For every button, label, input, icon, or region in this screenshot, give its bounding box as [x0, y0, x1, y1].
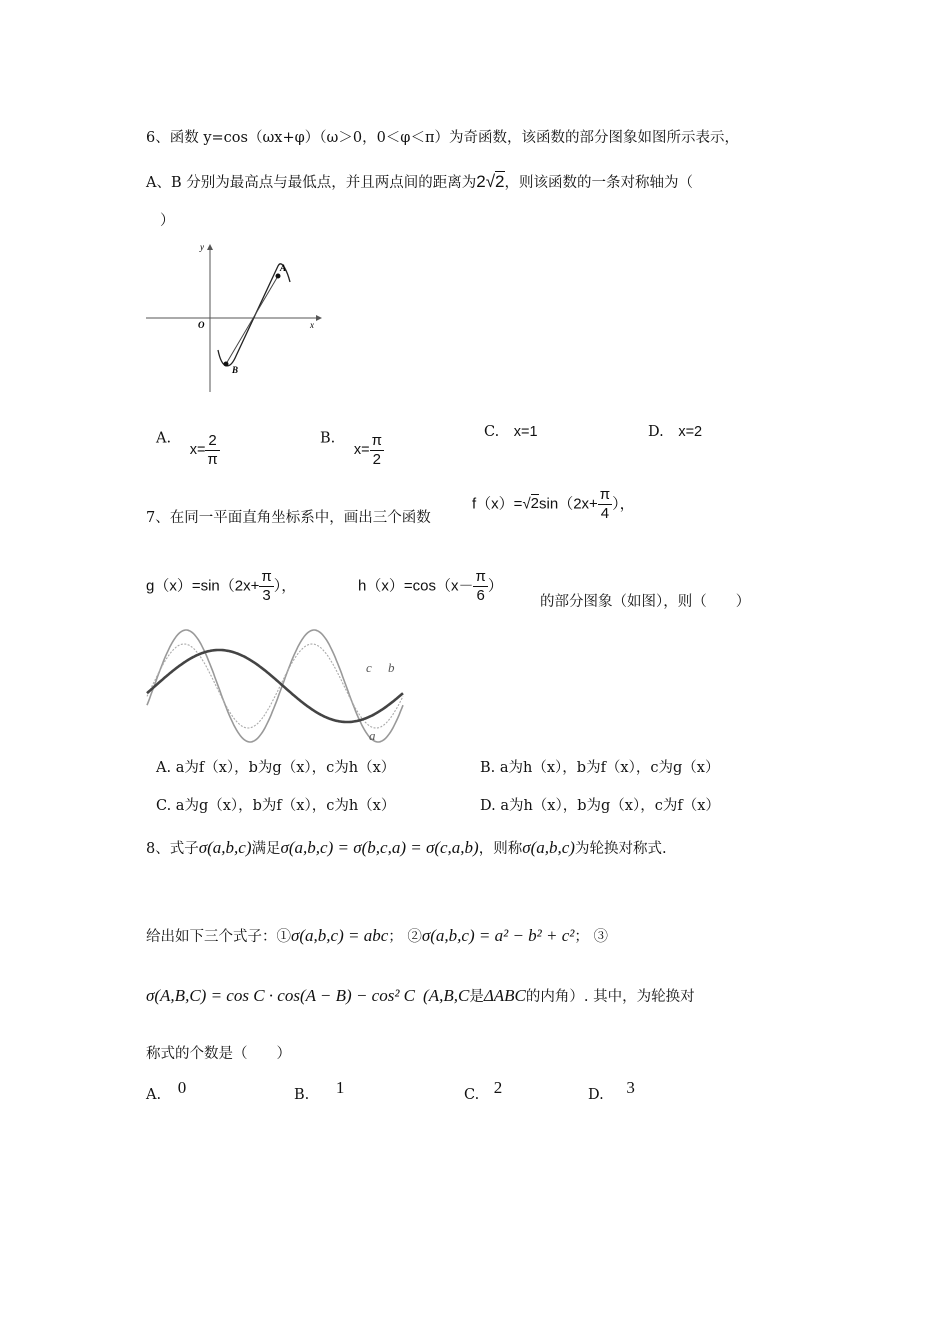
- q8-text-sep-2: ； ③: [574, 929, 609, 945]
- sqrt-symbol: √: [485, 172, 496, 191]
- q6-option-b-label: B.: [320, 430, 336, 447]
- frac-den: 4: [600, 505, 610, 522]
- q8-expr-1: σ(a,b,c) = abc: [291, 926, 389, 945]
- frac-den: 6: [476, 587, 485, 604]
- q8-expr-3-vars: (A,B,C: [423, 986, 470, 1005]
- q6-option-c-label: C.: [484, 424, 500, 440]
- q6-label-b: B: [232, 365, 239, 375]
- q8-text: 8、式子: [146, 841, 199, 857]
- q7-curve-a: [147, 650, 403, 722]
- q8-text-interior-angles: 的内角）. 其中，为轮换对: [525, 989, 695, 1005]
- q7-h-post: ）: [487, 577, 503, 595]
- frac-den: 2: [372, 451, 381, 468]
- q7-option-c[interactable]: C. a为g（x），b为f（x），c为h（x）: [156, 798, 396, 814]
- q7-label-c: c: [366, 660, 372, 675]
- q8-expr-3: σ(A,B,C) = cos C · cos(A − B) − cos² C: [146, 986, 416, 1005]
- q8-stem-line3: [146, 986, 695, 1007]
- q8-option-b-value: 1: [335, 1078, 345, 1097]
- q6-option-c-value: x=1: [513, 424, 538, 440]
- q6-option-b-frac: [370, 432, 384, 469]
- q8-option-a-label: A.: [146, 1087, 162, 1103]
- q6-stem-line2: [146, 172, 693, 193]
- q8-stem-line2: [146, 926, 608, 947]
- q7-f-pre: f（x）=: [472, 495, 523, 513]
- sqrt-symbol: √: [522, 495, 531, 513]
- q6-stem-line1: 6、函数 y=cos（ωx+φ）（ω＞0，0＜φ＜π）为奇函数，该函数的部分图象如图所示表示，: [146, 130, 739, 146]
- q7-option-b[interactable]: B. a为h（x），b为f（x），c为g（x）: [480, 760, 720, 776]
- q6-figure: [140, 238, 330, 398]
- q6-option-c[interactable]: [484, 424, 538, 440]
- q6-curve: [218, 264, 290, 366]
- q6-option-a-frac: [205, 432, 219, 469]
- q8-text-satisfies: 满足: [251, 841, 281, 857]
- q7-h-pre: h（x）=cos（x－: [358, 577, 474, 595]
- q8-option-c-label: C.: [464, 1087, 480, 1103]
- q7-g-frac: [259, 568, 273, 605]
- q6-option-d-value: x=2: [678, 424, 703, 440]
- q8-sigma-expr: σ(a,b,c): [198, 838, 252, 857]
- q6-x-arrow: [316, 315, 322, 321]
- q6-distance: [476, 171, 504, 191]
- q6-option-a-pre: x=: [189, 442, 206, 459]
- q8-sigma-expr-2: σ(a,b,c): [522, 838, 575, 857]
- q7-curve-b: [147, 630, 403, 742]
- q8-option-b-label: B.: [294, 1087, 310, 1103]
- q6-stem-text: A、B 分别为最高点与最低点，并且两点间的距离为: [146, 175, 477, 191]
- q7-g-post: ），: [273, 577, 297, 595]
- q6-option-d[interactable]: [648, 424, 702, 440]
- q6-stem-text-end: ，则该函数的一条对称轴为（: [504, 175, 694, 191]
- q6-point-a: [276, 274, 281, 279]
- q7-f-frac: [598, 486, 612, 523]
- q6-label-y: y: [200, 242, 204, 252]
- q6-distance-radicand: 2: [495, 172, 505, 191]
- q6-stem-line3: ）: [160, 213, 175, 229]
- q7-curve-c: [147, 644, 403, 728]
- q8-option-d-label: D.: [588, 1087, 604, 1103]
- q6-option-b-expr: [353, 432, 384, 468]
- q8-text-then: ，则称: [478, 841, 523, 857]
- q7-figure: [144, 622, 406, 750]
- q8-stem-line1: [146, 838, 667, 859]
- frac-num: π: [475, 568, 486, 585]
- q6-option-b[interactable]: [320, 420, 382, 468]
- q8-text-is: 是: [469, 989, 484, 1005]
- q7-f-radicand: 2: [530, 495, 540, 513]
- q8-cyclic-equation: σ(a,b,c) = σ(b,c,a) = σ(c,a,b): [280, 838, 479, 857]
- q8-option-b[interactable]: [294, 1078, 345, 1104]
- q7-f-post: ），: [612, 495, 635, 513]
- q6-option-b-pre: x=: [353, 442, 370, 459]
- q6-option-a-label: A.: [156, 430, 172, 447]
- q7-g-expr: [146, 568, 296, 605]
- q8-text-given: 给出如下三个式子：①: [146, 929, 291, 945]
- q7-f-expr: [472, 486, 635, 523]
- q8-option-c-value: 2: [493, 1078, 503, 1097]
- q8-triangle: ΔABC: [483, 986, 526, 1005]
- q6-option-a-expr: [189, 432, 220, 468]
- q7-stem-line2-end: 的部分图象（如图），则（ ）: [540, 594, 751, 610]
- q6-option-a[interactable]: [156, 420, 218, 468]
- q8-option-a-value: 0: [177, 1078, 187, 1097]
- q6-label-origin: O: [198, 320, 205, 330]
- q6-segment-ab: [226, 276, 278, 364]
- q6-label-a: A: [280, 263, 287, 273]
- q7-label-b: b: [388, 660, 395, 675]
- q7-label-a: a: [369, 728, 376, 743]
- q7-h-expr: [358, 568, 503, 605]
- q8-text-sep-1: ； ②: [388, 929, 422, 945]
- q6-y-arrow: [207, 244, 213, 250]
- frac-num: π: [261, 568, 272, 585]
- q8-option-a[interactable]: [146, 1078, 187, 1104]
- q7-option-d[interactable]: D. a为h（x），b为g（x），c为f（x）: [480, 798, 720, 814]
- q6-label-x: x: [310, 320, 314, 330]
- q8-stem-line4: 称式的个数是（ ）: [146, 1046, 291, 1062]
- q7-stem-line1: 7、在同一平面直角坐标系中，画出三个函数: [146, 510, 431, 526]
- q8-option-c[interactable]: [464, 1078, 503, 1104]
- q8-expr-2: σ(a,b,c) = a² − b² + c²: [421, 926, 575, 945]
- frac-num: 2: [205, 432, 219, 451]
- frac-den: 3: [262, 587, 271, 604]
- q8-option-d-value: 3: [626, 1078, 635, 1097]
- q7-option-a[interactable]: A. a为f（x），b为g（x），c为h（x）: [156, 760, 396, 776]
- q6-point-b: [224, 362, 229, 367]
- q7-g-pre: g（x）=sin（2x+: [146, 577, 260, 595]
- q6-distance-coef: 2: [476, 172, 486, 191]
- q8-text-definition: 为轮换对称式.: [574, 841, 667, 857]
- q7-h-frac: [473, 568, 487, 605]
- frac-num: π: [599, 486, 611, 503]
- q6-option-d-label: D.: [648, 424, 664, 440]
- q7-f-mid: sin（2x+: [539, 495, 598, 513]
- frac-den: π: [207, 451, 218, 468]
- q8-option-d[interactable]: [588, 1078, 635, 1104]
- frac-num: π: [371, 432, 382, 449]
